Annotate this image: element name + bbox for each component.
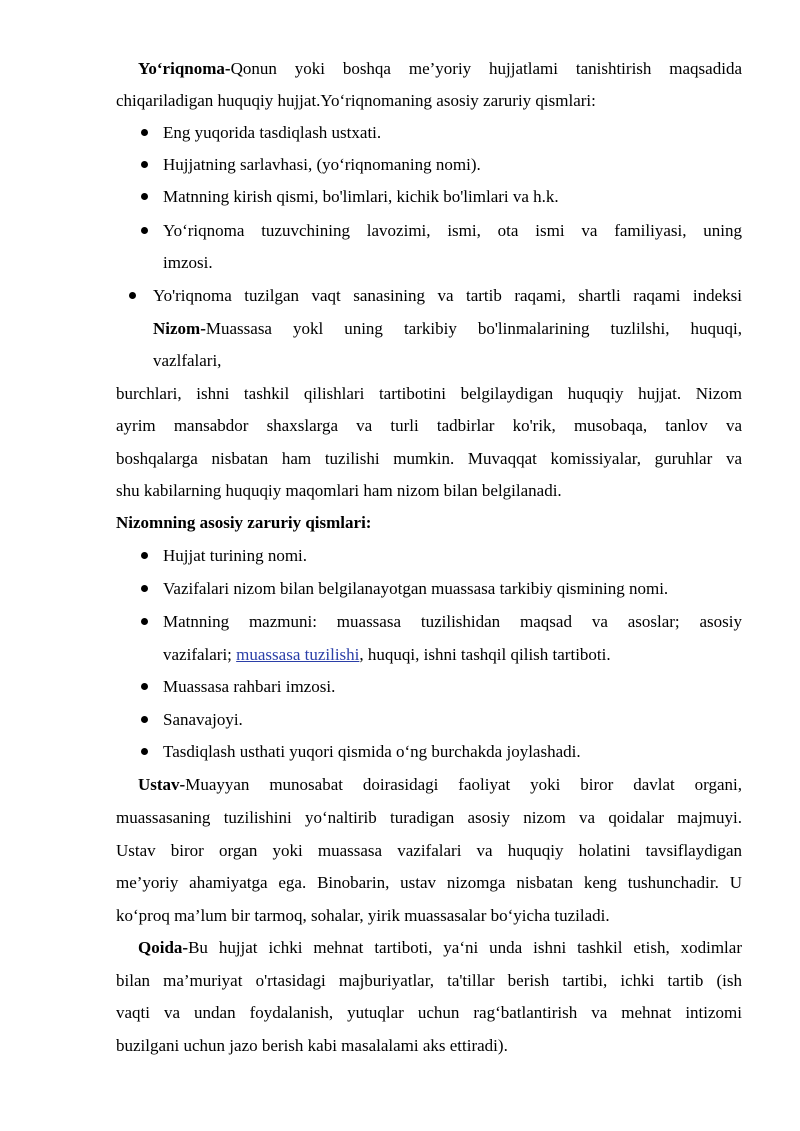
nizom-paragraph-line-1: Nizom-Muassasa yokl uning tarkibiy bo'linmalarining tuzlilshi, huquqi,	[153, 319, 742, 338]
list-item: Muassasa rahbari imzosi.	[163, 677, 336, 696]
nizom-text-line: burchlari, ishni tashkil qilishlari tartibotini belgilaydigan huquqiy hujjat. Nizom	[116, 384, 742, 403]
nizom-heading: Nizomning asosiy zaruriy qismlari:	[116, 513, 372, 532]
bullet-icon	[141, 552, 148, 559]
ustav-term: Ustav-	[138, 775, 186, 794]
list-item: Yo‘riqnoma tuzuvchining lavozimi, ismi, ota ismi va familiyasi, uning	[163, 221, 742, 240]
nizom-paragraph-line-2: vazlfalari,	[153, 351, 222, 370]
ustav-paragraph-line-1: Ustav-Muayyan munosabat doirasidagi faoliyat yoki biror davlat organi,	[138, 775, 742, 794]
list-item: Matnning mazmuni: muassasa tuzilishidan maqsad va asoslar; asosiy	[163, 612, 742, 631]
bullet-icon	[141, 227, 148, 234]
qoida-text-line: vaqti va undan foydalanish, yutuqlar uchun rag‘batlantirish va mehnat intizomi	[116, 1003, 742, 1022]
bullet-icon	[141, 193, 148, 200]
nizom-text-line: shu kabilarning huquqiy maqomlari ham nizom bilan belgilanadi.	[116, 481, 562, 500]
qoida-text-line: buzilgani uchun jazo berish kabi masalalami aks ettiradi).	[116, 1036, 508, 1055]
qoida-term: Qoida-	[138, 938, 189, 957]
yoriqnoma-paragraph-line-2: chiqariladigan huquqiy hujjat.Yo‘riqnomaning asosiy zaruriy qismlari:	[116, 91, 596, 110]
bullet-icon	[141, 129, 148, 136]
list-item: Tasdiqlash usthati yuqori qismida o‘ng burchakda joylashadi.	[163, 742, 581, 761]
list-item: Vazifalari nizom bilan belgilanayotgan muassasa tarkibiy qismining nomi.	[163, 579, 669, 598]
ustav-text-line: me’yoriy ahamiyatga ega. Binobarin, ustav nizomga nisbatan keng tushunchadir. U	[116, 873, 742, 892]
ustav-text-line: muassasaning tuzilishini yo‘naltirib turadigan asosiy nizom va qoidalar majmuyi.	[116, 808, 742, 827]
yoriqnoma-definition: Qonun yoki boshqa me’yoriy hujjatlami tanishtirish maqsadida	[230, 59, 742, 78]
ustav-text-line: Ustav biror organ yoki muassasa vazifalari va huquqiy holatini tavsiflaydigan	[116, 841, 742, 860]
list-item: Eng yuqorida tasdiqlash ustxati.	[163, 123, 382, 142]
bullet-icon	[141, 161, 148, 168]
qoida-text-line: bilan ma’muriyat o'rtasidagi majburiyatlar, ta'tillar berish tartibi, ichki tartib (ish	[116, 971, 742, 990]
list-item: Matnning kirish qismi, bo'limlari, kichik bo'limlari va h.k.	[163, 187, 559, 206]
list-item: Hujjatning sarlavhasi, (yo‘riqnomaning nomi).	[163, 155, 481, 174]
nizom-text-line: boshqalarga nisbatan ham tuzilishi mumkin. Muvaqqat komissiyalar, guruhlar va	[116, 449, 742, 468]
nizom-term: Nizom-	[153, 319, 206, 338]
yoriqnoma-paragraph-line-1	[138, 58, 742, 80]
list-item: Yo'riqnoma tuzilgan vaqt sanasining va tartib raqami, shartli raqami indeksi	[153, 286, 742, 305]
nizom-text-line: ayrim mansabdor shaxslarga va turli tadbirlar ko'rik, musobaqa, tanlov va	[116, 416, 742, 435]
yoriqnoma-term: Yo‘riqnoma-	[138, 59, 231, 78]
ustav-text-line: ko‘proq ma’lum bir tarmoq, sohalar, yirik muassasalar bo‘yicha tuziladi.	[116, 906, 610, 925]
bullet-icon	[141, 618, 148, 625]
bullet-icon	[141, 748, 148, 755]
list-item-continuation: imzosi.	[163, 253, 213, 272]
list-item-continuation: vazifalari; muassasa tuzilishi, huquqi, ishni tashqil qilish tartiboti.	[163, 645, 611, 664]
list-item: Hujjat turining nomi.	[163, 546, 308, 565]
bullet-icon	[129, 292, 136, 299]
bullet-icon	[141, 716, 148, 723]
list-item: Sanavajoyi.	[163, 710, 243, 729]
muassasa-tuzilishi-link[interactable]: muassasa tuzilishi	[236, 645, 360, 664]
bullet-icon	[141, 585, 148, 592]
qoida-paragraph-line-1: Qoida-Bu hujjat ichki mehnat tartiboti, ya‘ni unda ishni tashkil etish, xodimlar	[138, 938, 742, 957]
bullet-icon	[141, 683, 148, 690]
